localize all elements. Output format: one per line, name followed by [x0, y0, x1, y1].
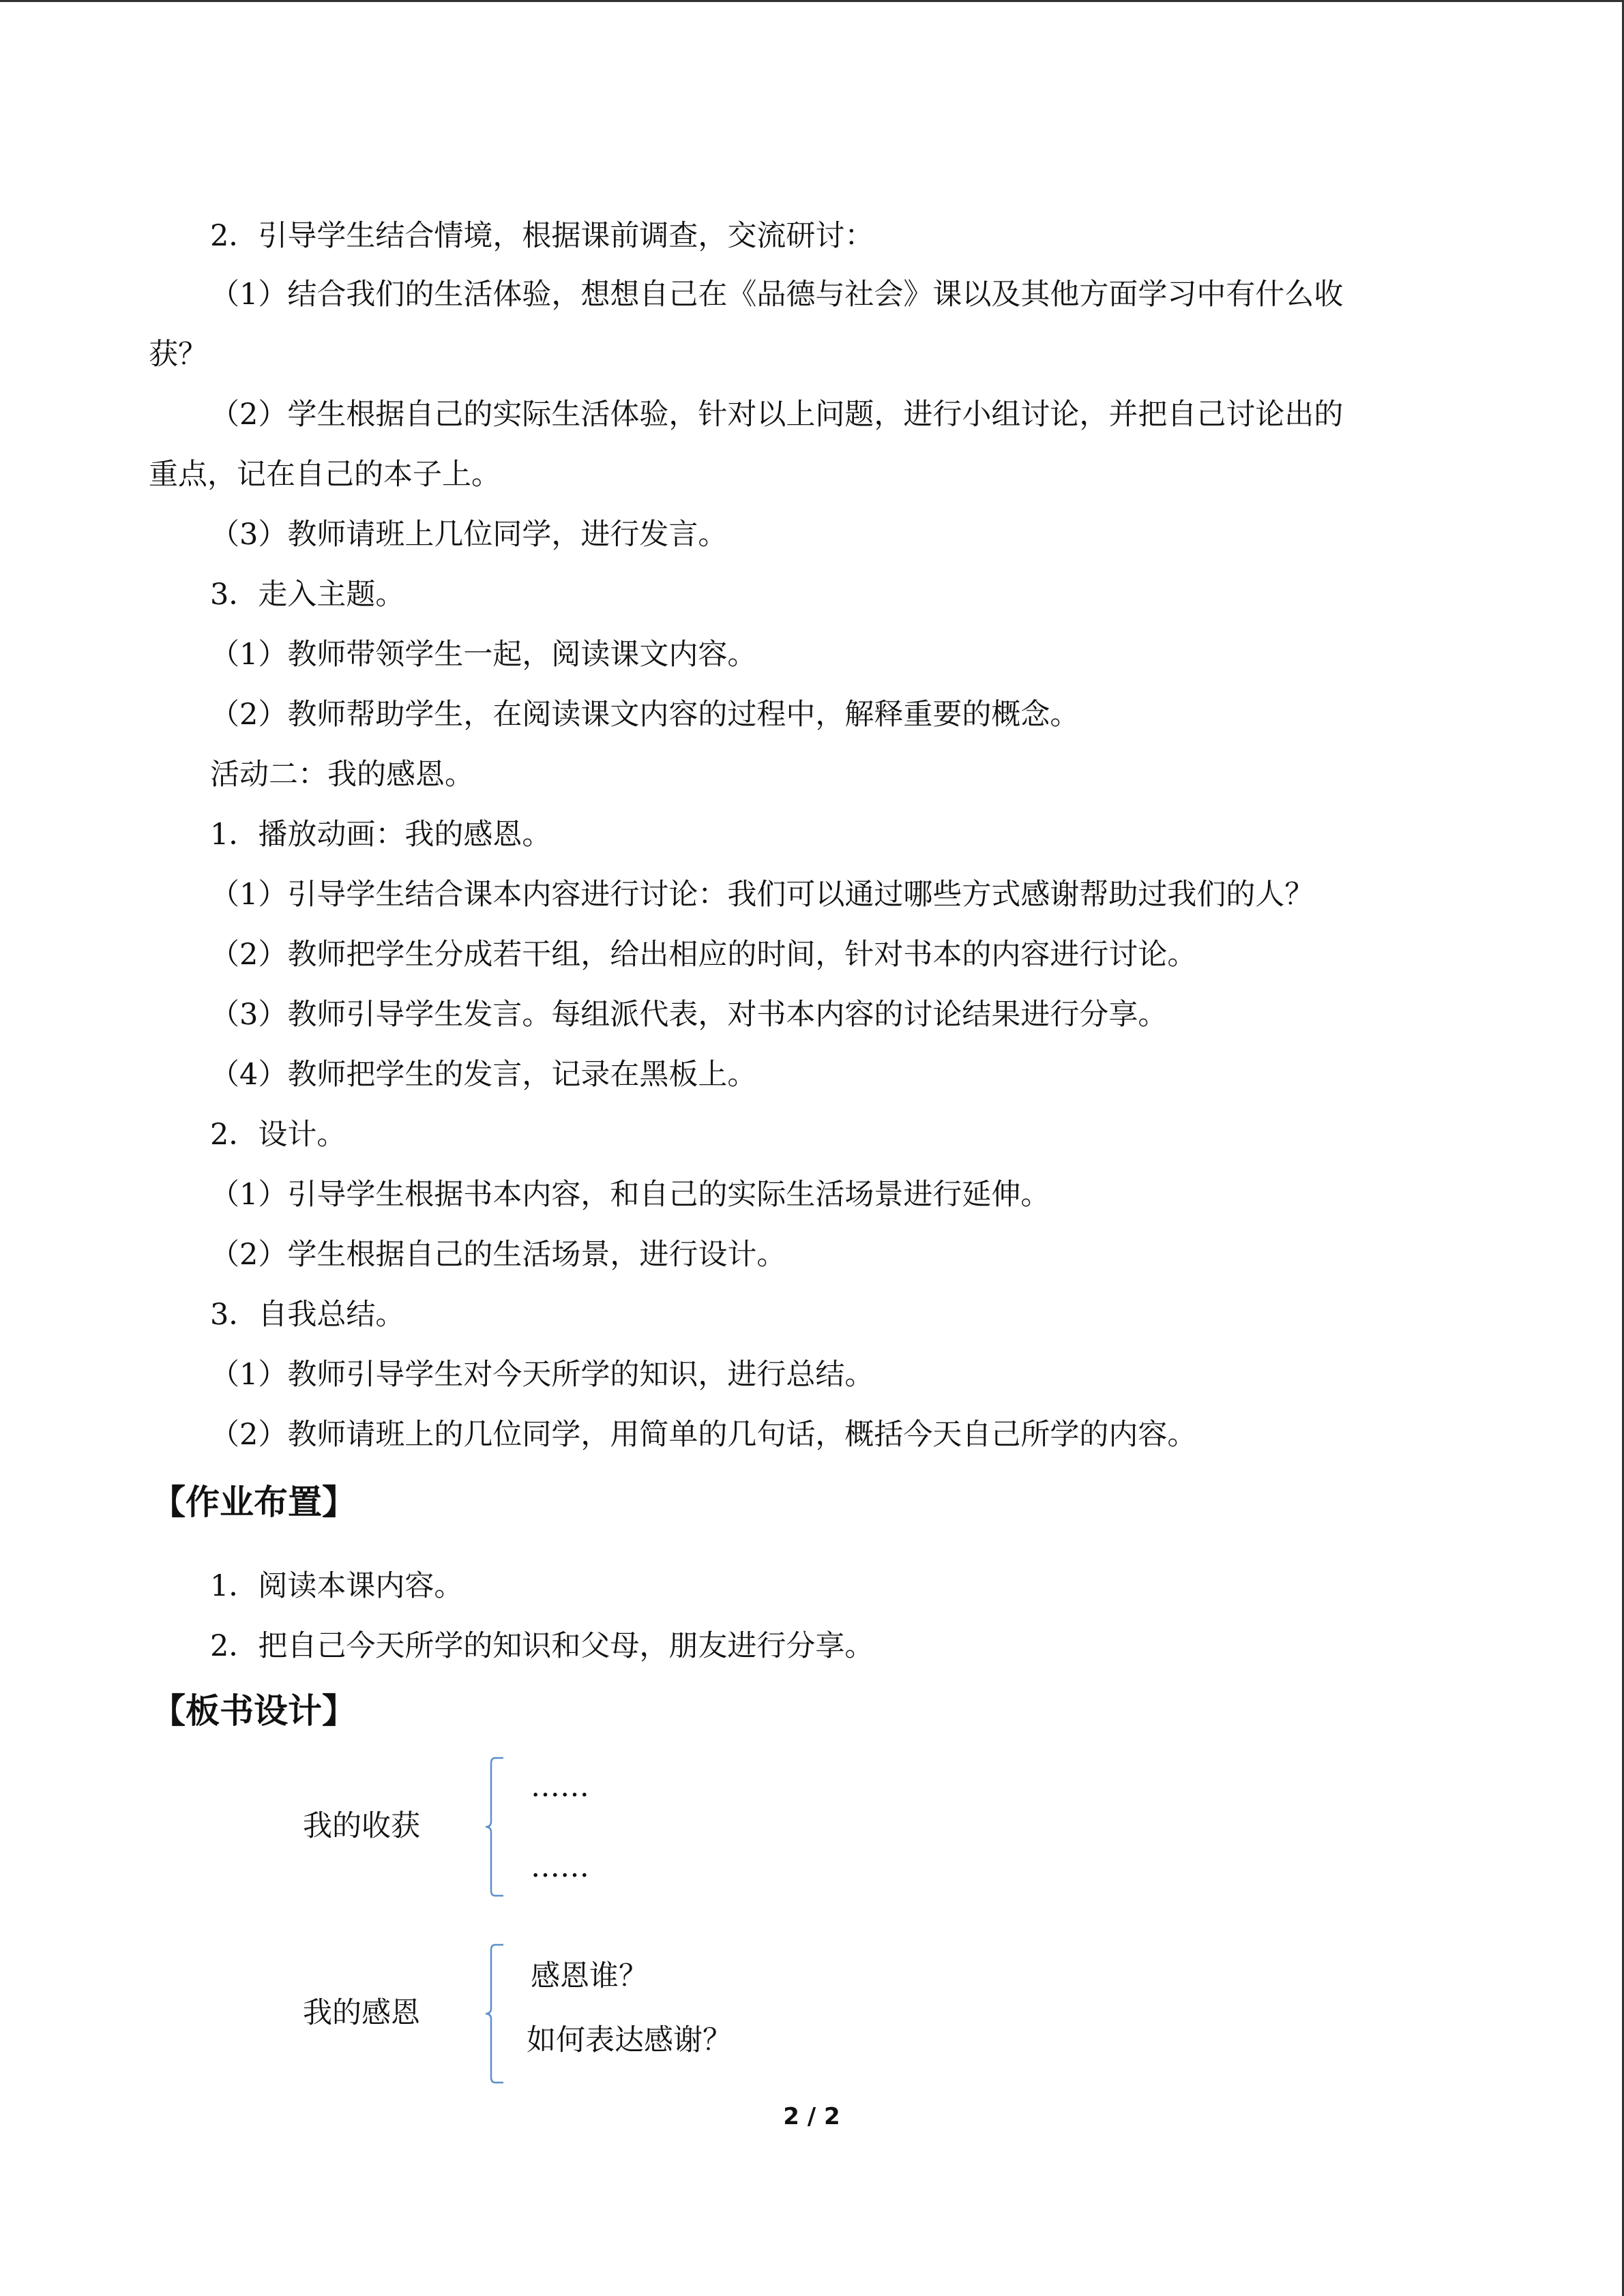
body-line: 活动二：我的感恩。 — [210, 758, 474, 792]
body-line: （1）教师带领学生一起，阅读课文内容。 — [210, 638, 757, 672]
board-item: 感恩谁？ — [531, 1959, 648, 1993]
page-border-top — [0, 0, 1624, 2]
body-line: （2）学生根据自己的实际生活体验，针对以上问题，进行小组讨论，并把自己讨论出的 — [210, 398, 1344, 432]
body-line: 3．自我总结。 — [210, 1298, 405, 1332]
board-heading: 【板书设计】 — [151, 1691, 356, 1731]
body-line: 2．引导学生结合情境，根据课前调查，交流研讨： — [210, 219, 874, 253]
body-line: 3．走入主题。 — [210, 578, 405, 612]
body-line: （3）教师引导学生发言。每组派代表，对书本内容的讨论结果进行分享。 — [210, 998, 1168, 1032]
body-line: （2）教师帮助学生，在阅读课文内容的过程中，解释重要的概念。 — [210, 698, 1080, 732]
body-line: 重点，记在自己的本子上。 — [149, 458, 501, 492]
body-line: 获？ — [149, 338, 207, 372]
board-label-harvest: 我的收获 — [303, 1809, 420, 1843]
body-line: （4）教师把学生的发言，记录在黑板上。 — [210, 1058, 757, 1092]
body-line: （1）教师引导学生对今天所学的知识，进行总结。 — [210, 1358, 874, 1392]
board-label-gratitude: 我的感恩 — [303, 1996, 420, 2030]
homework-item: 1．阅读本课内容。 — [210, 1569, 464, 1603]
body-line: （1）结合我们的生活体验，想想自己在《品德与社会》课以及其他方面学习中有什么收 — [210, 278, 1344, 312]
homework-item: 2．把自己今天所学的知识和父母，朋友进行分享。 — [210, 1629, 874, 1663]
homework-heading: 【作业布置】 — [151, 1482, 356, 1522]
body-line: 1．播放动画：我的感恩。 — [210, 818, 552, 852]
body-line: （1）引导学生根据书本内容，和自己的实际生活场景进行延伸。 — [210, 1178, 1050, 1212]
body-line: （2）教师把学生分成若干组，给出相应的时间，针对书本的内容进行讨论。 — [210, 938, 1197, 972]
page-number: 2 / 2 — [783, 2103, 840, 2130]
board-item: 如何表达感谢？ — [527, 2023, 732, 2057]
board-item: …… — [531, 1850, 589, 1884]
body-line: 2．设计。 — [210, 1118, 346, 1152]
brace-icon — [483, 1757, 510, 1897]
board-item: …… — [531, 1770, 589, 1804]
body-line: （2）教师请班上的几位同学，用简单的几句话，概括今天自己所学的内容。 — [210, 1418, 1197, 1452]
brace-icon — [483, 1943, 510, 2084]
body-line: （2）学生根据自己的生活场景，进行设计。 — [210, 1238, 786, 1272]
body-line: （1）引导学生结合课本内容进行讨论：我们可以通过哪些方式感谢帮助过我们的人？ — [210, 878, 1314, 912]
body-line: （3）教师请班上几位同学，进行发言。 — [210, 518, 728, 552]
